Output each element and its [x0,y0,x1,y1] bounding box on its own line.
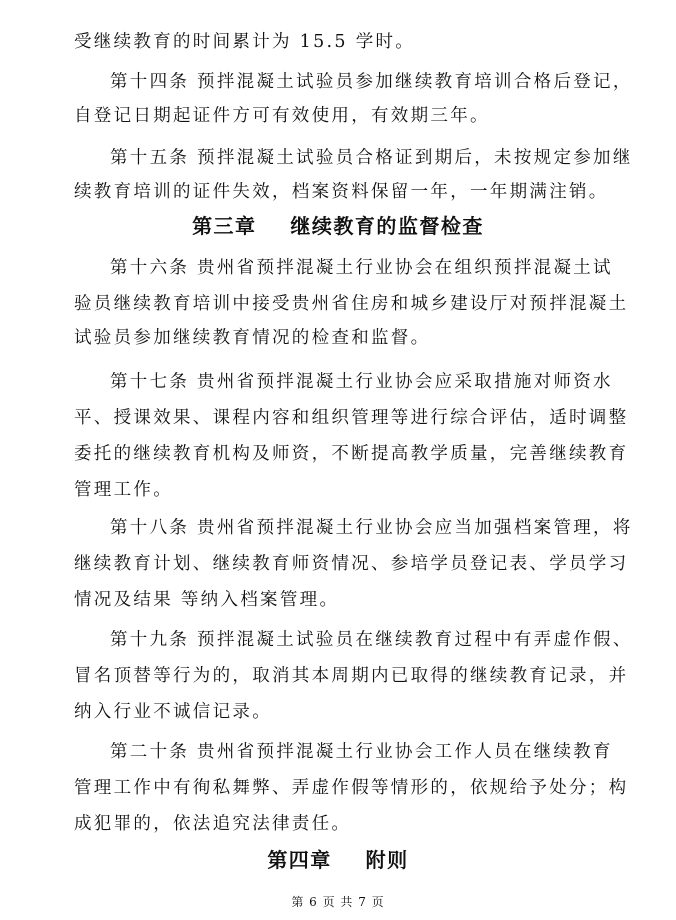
article-20-line-3: 成犯罪的，依法追究法律责任。 [74,814,352,834]
article-17-line-1: 第十七条 贵州省预拌混凝土行业协会应采取措施对师资水 [110,372,613,392]
article-16-line-2: 验员继续教育培训中接受贵州省住房和城乡建设厅对预拌混凝土 [74,294,629,314]
article-17-line-4: 管理工作。 [74,480,173,500]
article-18-line-1: 第十八条 贵州省预拌混凝土行业协会应当加强档案管理，将 [110,518,633,538]
article-16-line-3: 试验员参加继续教育情况的检查和监督。 [74,328,431,348]
article-19-line-1: 第十九条 预拌混凝土试验员在继续教育过程中有弄虚作假、 [110,630,633,650]
page-number-footer: 第 6 页 共 7 页 [291,895,385,909]
article-18-line-2: 继续教育计划、继续教育师资情况、参培学员登记表、学员学习 [74,554,629,574]
chapter-3-heading: 第三章 继续教育的监督检查 [192,214,484,238]
article-19-line-2: 冒名顶替等行为的，取消其本周期内已取得的继续教育记录，并 [74,666,629,686]
article-16-line-1: 第十六条 贵州省预拌混凝土行业协会在组织预拌混凝土试 [110,258,613,278]
article-15-line-2: 续教育培训的证件失效，档案资料保留一年，一年期满注销。 [74,182,609,202]
article-20-line-2: 管理工作中有徇私舞弊、弄虚作假等情形的，依规给予处分；构 [74,778,629,798]
article-17-line-3: 委托的继续教育机构及师资，不断提高教学质量，完善继续教育 [74,444,629,464]
article-20-line-1: 第二十条 贵州省预拌混凝土行业协会工作人员在继续教育 [110,742,613,762]
article-19-line-3: 纳入行业不诚信记录。 [74,702,272,722]
article-14-line-2: 自登记日期起证件方可有效使用，有效期三年。 [74,106,490,126]
article-17-line-2: 平、授课效果、课程内容和组织管理等进行综合评估，适时调整 [74,408,629,428]
article-15-line-1: 第十五条 预拌混凝土试验员合格证到期后，未按规定参加继 [110,148,633,168]
chapter-4-heading: 第四章 附则 [267,848,409,872]
paragraph-line: 受继续教育的时间累计为 15.5 学时。 [74,32,416,52]
article-14-line-1: 第十四条 预拌混凝土试验员参加继续教育培训合格后登记， [110,72,633,92]
article-18-line-3: 情况及结果 等纳入档案管理。 [74,590,340,610]
